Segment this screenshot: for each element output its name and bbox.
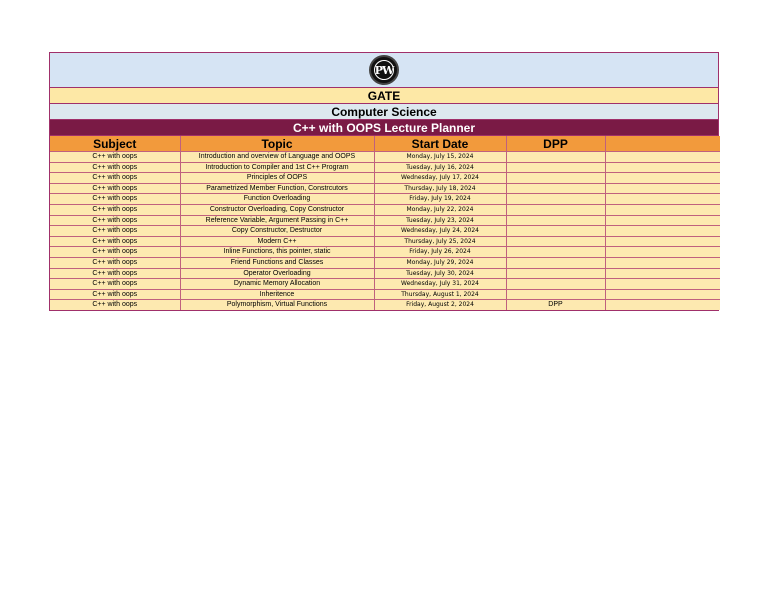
header-subject: Subject <box>50 136 180 152</box>
cell-dpp <box>506 183 605 194</box>
cell-extra <box>605 215 720 226</box>
cell-date: Thursday, July 18, 2024 <box>374 183 506 194</box>
cell-subject: C++ with oops <box>50 247 180 258</box>
cell-topic: Inline Functions, this pointer, static <box>180 247 374 258</box>
cell-dpp <box>506 152 605 163</box>
cell-extra <box>605 162 720 173</box>
cell-date: Monday, July 15, 2024 <box>374 152 506 163</box>
logo-text: PW <box>374 63 394 77</box>
cell-topic: Introduction and overview of Language and OOPS <box>180 152 374 163</box>
cell-topic: Modern C++ <box>180 236 374 247</box>
exam-title: GATE <box>50 88 718 104</box>
cell-subject: C++ with oops <box>50 215 180 226</box>
cell-topic: Dynamic Memory Allocation <box>180 279 374 290</box>
table-row <box>50 152 720 163</box>
cell-date: Monday, July 22, 2024 <box>374 204 506 215</box>
cell-extra <box>605 247 720 258</box>
cell-dpp <box>506 194 605 205</box>
table-row <box>50 247 720 258</box>
cell-subject: C++ with oops <box>50 226 180 237</box>
cell-date: Monday, July 29, 2024 <box>374 257 506 268</box>
cell-date: Friday, July 19, 2024 <box>374 194 506 205</box>
cell-extra <box>605 204 720 215</box>
cell-dpp <box>506 289 605 300</box>
table-row <box>50 194 720 205</box>
cell-topic: Inheritence <box>180 289 374 300</box>
cell-extra <box>605 289 720 300</box>
cell-topic: Operator Overloading <box>180 268 374 279</box>
cell-dpp <box>506 215 605 226</box>
cell-extra <box>605 268 720 279</box>
cell-topic: Polymorphism, Virtual Functions <box>180 300 374 310</box>
header-start-date: Start Date <box>374 136 506 152</box>
table-row <box>50 204 720 215</box>
planner-title: C++ with OOPS Lecture Planner <box>50 120 718 136</box>
cell-date: Tuesday, July 23, 2024 <box>374 215 506 226</box>
cell-subject: C++ with oops <box>50 204 180 215</box>
cell-subject: C++ with oops <box>50 173 180 184</box>
cell-dpp <box>506 226 605 237</box>
cell-dpp: DPP <box>506 300 605 310</box>
cell-date: Tuesday, July 30, 2024 <box>374 268 506 279</box>
cell-subject: C++ with oops <box>50 152 180 163</box>
pw-logo-icon <box>369 55 399 85</box>
lecture-planner-sheet <box>49 52 719 311</box>
cell-dpp <box>506 268 605 279</box>
cell-dpp <box>506 204 605 215</box>
cell-date: Wednesday, July 24, 2024 <box>374 226 506 237</box>
cell-subject: C++ with oops <box>50 183 180 194</box>
table-row <box>50 279 720 290</box>
cell-subject: C++ with oops <box>50 300 180 310</box>
header-extra <box>605 136 720 152</box>
cell-extra <box>605 226 720 237</box>
table-row <box>50 162 720 173</box>
cell-extra <box>605 300 720 310</box>
cell-topic: Introduction to Compiler and 1st C++ Program <box>180 162 374 173</box>
cell-dpp <box>506 162 605 173</box>
cell-extra <box>605 236 720 247</box>
cell-date: Tuesday, July 16, 2024 <box>374 162 506 173</box>
cell-extra <box>605 257 720 268</box>
cell-subject: C++ with oops <box>50 279 180 290</box>
table-row <box>50 257 720 268</box>
table-row <box>50 226 720 237</box>
cell-topic: Reference Variable, Argument Passing in C++ <box>180 215 374 226</box>
cell-dpp <box>506 236 605 247</box>
branch-title: Computer Science <box>50 104 718 120</box>
cell-extra <box>605 194 720 205</box>
table-row <box>50 215 720 226</box>
cell-extra <box>605 279 720 290</box>
cell-topic: Copy Constructor, Destructor <box>180 226 374 237</box>
cell-topic: Constructor Overloading, Copy Constructor <box>180 204 374 215</box>
cell-date: Wednesday, July 17, 2024 <box>374 173 506 184</box>
cell-subject: C++ with oops <box>50 289 180 300</box>
cell-subject: C++ with oops <box>50 194 180 205</box>
cell-subject: C++ with oops <box>50 257 180 268</box>
cell-dpp <box>506 257 605 268</box>
lecture-table <box>50 136 720 310</box>
cell-extra <box>605 173 720 184</box>
cell-topic: Parametrized Member Function, Constrcutors <box>180 183 374 194</box>
header-topic: Topic <box>180 136 374 152</box>
logo-band <box>50 53 718 88</box>
table-row <box>50 300 720 310</box>
table-row <box>50 183 720 194</box>
cell-dpp <box>506 279 605 290</box>
cell-topic: Principles of OOPS <box>180 173 374 184</box>
table-row <box>50 268 720 279</box>
cell-subject: C++ with oops <box>50 162 180 173</box>
cell-subject: C++ with oops <box>50 268 180 279</box>
table-header-row <box>50 136 720 152</box>
cell-subject: C++ with oops <box>50 236 180 247</box>
cell-dpp <box>506 247 605 258</box>
cell-date: Thursday, August 1, 2024 <box>374 289 506 300</box>
cell-topic: Function Overloading <box>180 194 374 205</box>
cell-date: Thursday, July 25, 2024 <box>374 236 506 247</box>
header-dpp: DPP <box>506 136 605 152</box>
cell-date: Friday, August 2, 2024 <box>374 300 506 310</box>
cell-date: Friday, July 26, 2024 <box>374 247 506 258</box>
cell-extra <box>605 152 720 163</box>
cell-date: Wednesday, July 31, 2024 <box>374 279 506 290</box>
table-row <box>50 289 720 300</box>
cell-topic: Friend Functions and Classes <box>180 257 374 268</box>
table-row <box>50 236 720 247</box>
table-row <box>50 173 720 184</box>
cell-dpp <box>506 173 605 184</box>
cell-extra <box>605 183 720 194</box>
